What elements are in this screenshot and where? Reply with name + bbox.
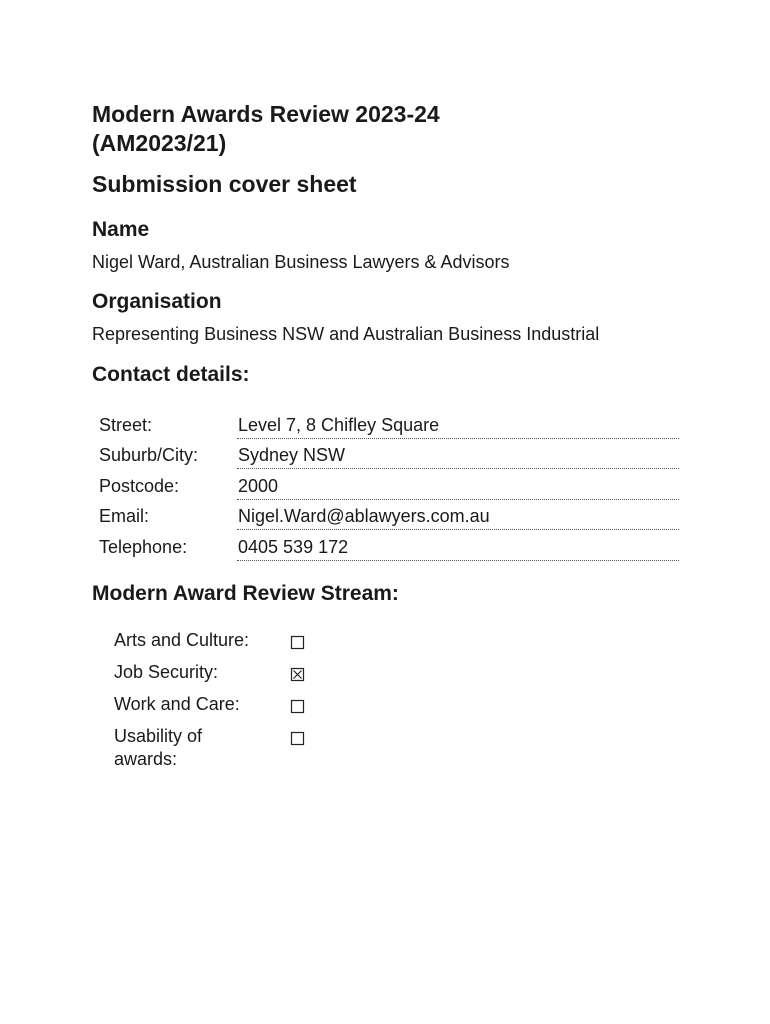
stream-item-work-care bbox=[114, 693, 692, 716]
contact-heading: Contact details: bbox=[92, 363, 250, 386]
postcode-label: Postcode: bbox=[99, 475, 180, 496]
stream-item-usability bbox=[114, 725, 692, 771]
stream-label-job-security: Job Security: bbox=[114, 661, 219, 682]
contact-row-telephone bbox=[99, 530, 692, 561]
organisation-heading: Organisation bbox=[92, 290, 222, 313]
postcode-field[interactable]: 2000 bbox=[237, 475, 679, 500]
title-line-1: Modern Awards Review 2023-24 bbox=[92, 101, 440, 127]
email-label: Email: bbox=[99, 506, 150, 526]
stream-list bbox=[114, 629, 692, 771]
checkbox-job-security[interactable] bbox=[290, 667, 306, 683]
contact-row-street bbox=[99, 408, 692, 439]
stream-item-arts-culture bbox=[114, 629, 692, 652]
contact-row-postcode bbox=[99, 469, 692, 500]
checkbox-arts-culture[interactable] bbox=[290, 635, 306, 651]
title-line-2: (AM2023/21) bbox=[92, 130, 227, 156]
telephone-label: Telephone: bbox=[99, 536, 188, 557]
checkbox-work-care[interactable] bbox=[290, 699, 306, 715]
stream-label-arts-culture: Arts and Culture: bbox=[114, 629, 250, 650]
stream-label-work-care: Work and Care: bbox=[114, 693, 240, 714]
contact-details-table bbox=[99, 408, 692, 561]
stream-item-job-security bbox=[114, 661, 692, 684]
stream-heading: Modern Award Review Stream: bbox=[92, 581, 399, 605]
contact-row-email bbox=[99, 500, 692, 531]
suburb-field[interactable]: Sydney NSW bbox=[237, 444, 679, 469]
stream-label-usability: Usability of awards: bbox=[114, 725, 203, 769]
street-field[interactable]: Level 7, 8 Chifley Square bbox=[237, 414, 679, 439]
contact-row-suburb bbox=[99, 439, 692, 470]
document-title bbox=[92, 100, 692, 158]
suburb-label: Suburb/City: bbox=[99, 445, 199, 465]
email-field[interactable]: Nigel.Ward@ablawyers.com.au bbox=[237, 505, 679, 530]
organisation-value: Representing Business NSW and Australian Business Industrial bbox=[92, 324, 600, 344]
document-subtitle: Submission cover sheet bbox=[92, 171, 357, 197]
name-value: Nigel Ward, Australian Business Lawyers & Advisors bbox=[92, 252, 510, 272]
cover-sheet bbox=[92, 100, 692, 780]
checkbox-usability[interactable] bbox=[290, 731, 306, 747]
name-heading: Name bbox=[92, 218, 150, 241]
telephone-field[interactable]: 0405 539 172 bbox=[237, 536, 679, 561]
street-label: Street: bbox=[99, 414, 153, 435]
